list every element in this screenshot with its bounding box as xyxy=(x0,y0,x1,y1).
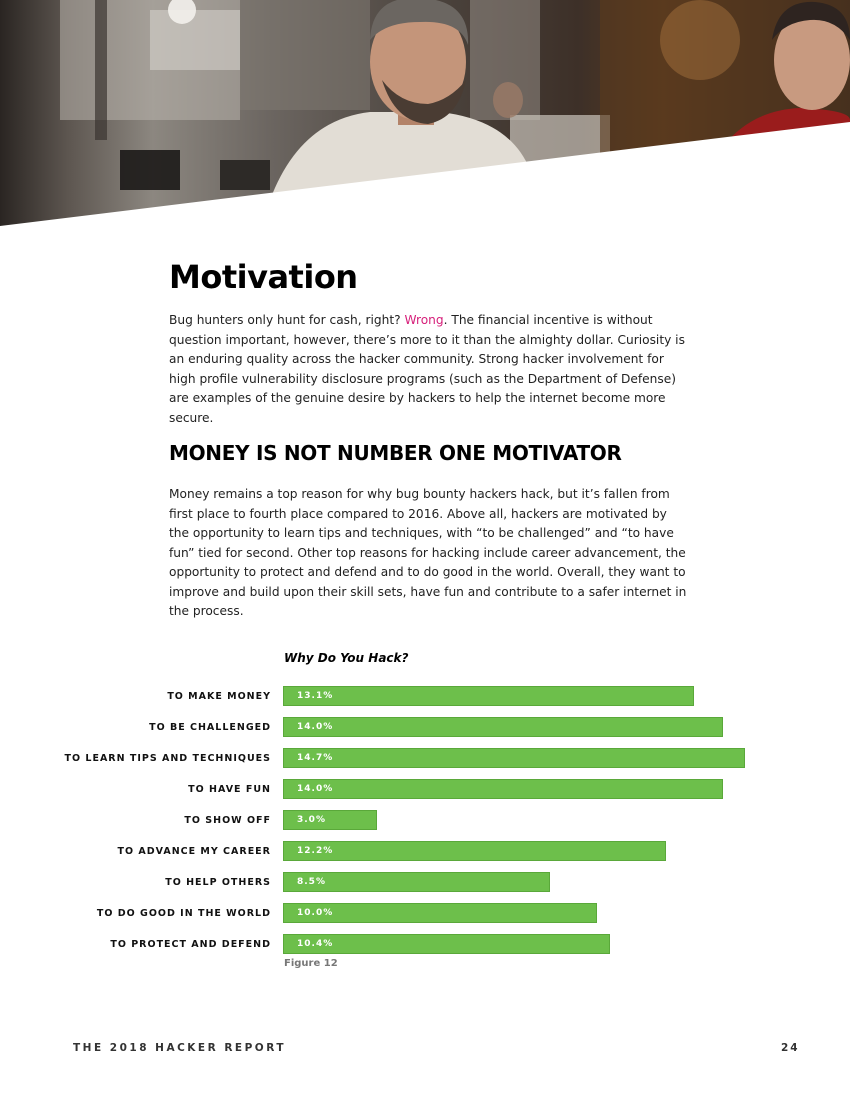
chart-row xyxy=(0,841,850,863)
chart-row xyxy=(0,686,850,708)
bar-category-label: TO BE CHALLENGED xyxy=(149,722,271,733)
intro-text-start: Bug hunters only hunt for cash, right? xyxy=(169,313,405,327)
bar-category-label: TO ADVANCE MY CAREER xyxy=(117,846,271,857)
bar-value-label: 13.1% xyxy=(297,691,334,701)
bar xyxy=(283,779,723,799)
page-title: Motivation xyxy=(169,258,358,296)
bar-category-label: TO SHOW OFF xyxy=(184,815,271,826)
section-paragraph: Money remains a top reason for why bug bounty hackers hack, but it’s fallen from first place to fourth place compared to 2016. Above all, hackers are motivated by the opportunity to learn tips and techniques, with “to be challenged” and “to have fun” tied for second. Other top reasons for hacking include career advancement, the opportunity to protect and defend and to do good in the world. Overall, they want to improve and build upon their skill sets, have fun and contribute to a safer internet in the process. xyxy=(169,487,687,618)
bar-category-label: TO HELP OTHERS xyxy=(165,877,271,888)
bar xyxy=(283,748,745,768)
chart-row xyxy=(0,748,850,770)
chart-row xyxy=(0,903,850,925)
chart-row xyxy=(0,717,850,739)
chart-row xyxy=(0,810,850,832)
bar-category-label: TO PROTECT AND DEFEND xyxy=(110,939,271,950)
bar-category-label: TO MAKE MONEY xyxy=(167,691,271,702)
bar-value-label: 8.5% xyxy=(297,877,326,887)
section-heading: MONEY IS NOT NUMBER ONE MOTIVATOR xyxy=(169,441,622,465)
hero-photo xyxy=(0,0,850,226)
chart-row xyxy=(0,779,850,801)
chart-title: Why Do You Hack? xyxy=(284,651,409,665)
chart-row xyxy=(0,934,850,956)
page-number: 24 xyxy=(781,1042,800,1054)
figure-caption: Figure 12 xyxy=(284,958,338,969)
diagonal-cut xyxy=(0,0,850,226)
bar xyxy=(283,686,694,706)
intro-paragraph xyxy=(169,311,689,428)
intro-text-end: . The financial incentive is without question important, however, there’s more to it than the almighty dollar. Curiosity is an enduring quality across the hacker community. Strong hacker involvement for high profile vulnerability disclosure programs (such as the Department of Defense) are examples of the genuine desire by hackers to help the internet become more secure. xyxy=(169,313,685,425)
bar-category-label: TO HAVE FUN xyxy=(188,784,271,795)
bar-value-label: 12.2% xyxy=(297,846,334,856)
footer-report-title: THE 2018 HACKER REPORT xyxy=(73,1042,286,1054)
bar-value-label: 14.0% xyxy=(297,784,334,794)
bar-category-label: TO DO GOOD IN THE WORLD xyxy=(96,908,271,919)
bar-value-label: 10.0% xyxy=(297,908,334,918)
bar-value-label: 14.7% xyxy=(297,753,334,763)
chart-row xyxy=(0,872,850,894)
bar-category-label: TO LEARN TIPS AND TECHNIQUES xyxy=(64,753,271,764)
intro-highlight: Wrong xyxy=(404,313,444,327)
bar-value-label: 10.4% xyxy=(297,939,334,949)
bar-value-label: 3.0% xyxy=(297,815,326,825)
bar xyxy=(283,841,666,861)
bar xyxy=(283,717,723,737)
bar-value-label: 14.0% xyxy=(297,722,334,732)
